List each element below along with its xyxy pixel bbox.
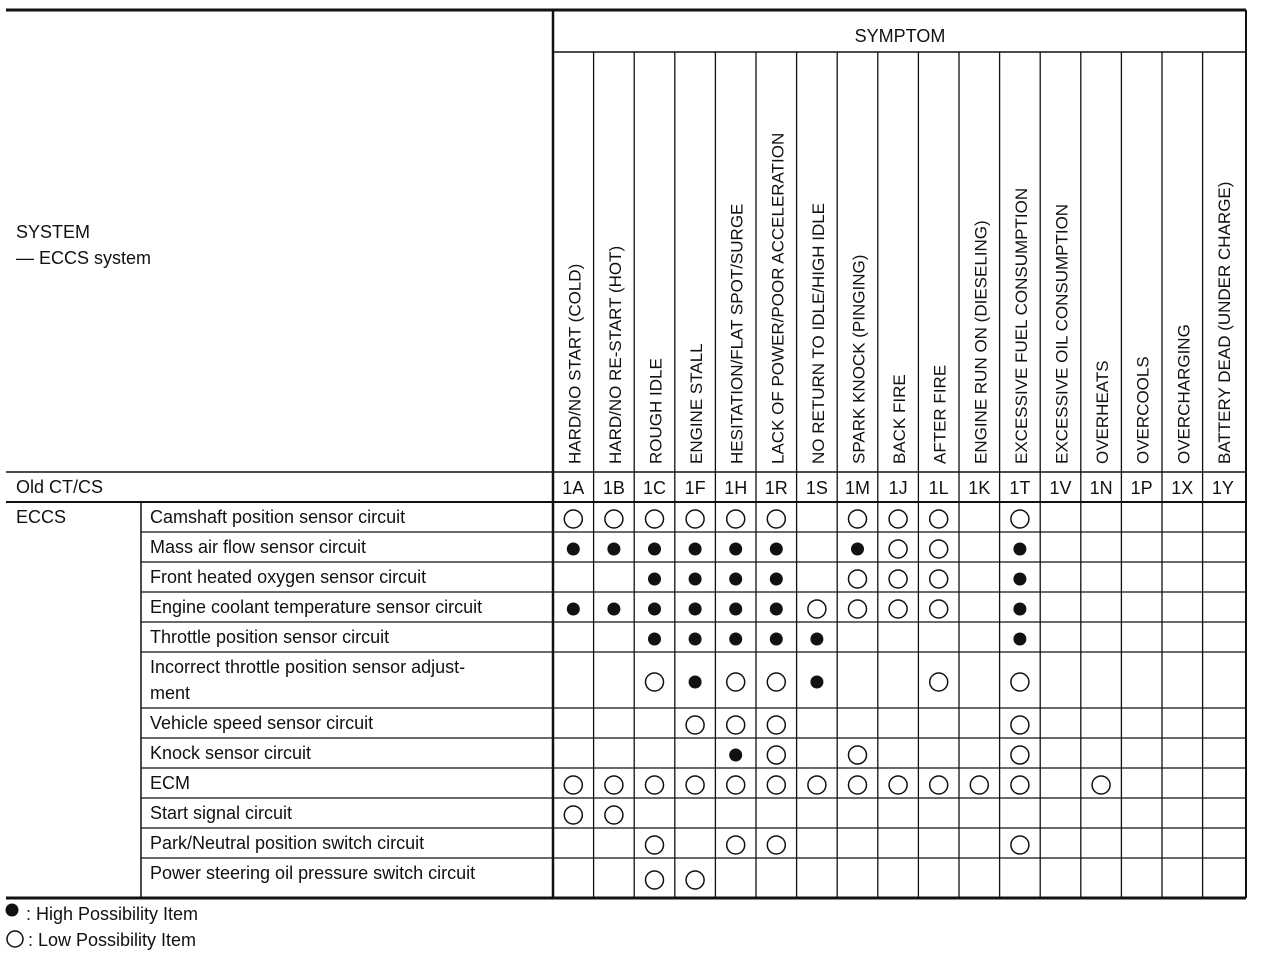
high-possibility-dot-icon: [729, 543, 742, 556]
low-possibility-circle-icon: [686, 776, 704, 794]
low-possibility-circle-icon: [686, 871, 704, 889]
row-label: ment: [150, 683, 191, 703]
low-possibility-circle-icon: [646, 836, 664, 854]
low-possibility-circle-icon: [889, 510, 907, 528]
high-possibility-dot-icon: [1013, 543, 1026, 556]
low-possibility-circle-icon: [686, 716, 704, 734]
low-possibility-circle-icon: [564, 776, 582, 794]
low-possibility-circle-icon: [605, 806, 623, 824]
low-possibility-circle-icon: [564, 806, 582, 824]
low-possibility-circle-icon: [889, 776, 907, 794]
low-possibility-circle-icon: [849, 570, 867, 588]
code-cell-1v: 1V: [1049, 478, 1072, 498]
low-possibility-circle-icon: [7, 931, 23, 947]
symptom-header-1t: EXCESSIVE FUEL CONSUMPTION: [1011, 187, 1031, 464]
group-label-eccs: ECCS: [16, 507, 67, 527]
low-possibility-circle-icon: [646, 673, 664, 691]
symptom-header-1b: HARD/NO RE-START (HOT): [605, 245, 625, 464]
code-cell-1h: 1H: [724, 478, 748, 498]
low-possibility-circle-icon: [605, 510, 623, 528]
symptom-header-1f: ENGINE STALL: [687, 343, 707, 464]
high-possibility-dot-icon: [689, 603, 702, 616]
high-possibility-dot-icon: [567, 543, 580, 556]
low-possibility-circle-icon: [605, 776, 623, 794]
low-possibility-circle-icon: [930, 540, 948, 558]
low-possibility-circle-icon: [808, 600, 826, 618]
row-label: Power steering oil pressure switch circuit: [150, 863, 476, 883]
row-label: Start signal circuit: [150, 803, 293, 823]
row-label: Front heated oxygen sensor circuit: [150, 567, 427, 587]
code-cell-1t: 1T: [1009, 478, 1031, 498]
low-possibility-circle-icon: [646, 871, 664, 889]
code-cell-1j: 1J: [888, 478, 908, 498]
low-possibility-circle-icon: [1011, 716, 1029, 734]
row-label: Incorrect throttle position sensor adjust-: [150, 657, 466, 677]
system-sub-label: — ECCS system: [16, 248, 152, 268]
legend: [6, 904, 199, 951]
symptom-header-1l: AFTER FIRE: [930, 364, 950, 464]
low-possibility-circle-icon: [808, 776, 826, 794]
low-possibility-circle-icon: [767, 716, 785, 734]
code-cell-1f: 1F: [684, 478, 706, 498]
symptom-header-1s: NO RETURN TO IDLE/HIGH IDLE: [808, 202, 828, 464]
high-possibility-dot-icon: [648, 603, 661, 616]
symptom-label: SYMPTOM: [854, 26, 946, 46]
high-possibility-dot-icon: [1013, 573, 1026, 586]
low-possibility-circle-icon: [930, 570, 948, 588]
code-cell-1a: 1A: [562, 478, 585, 498]
low-possibility-circle-icon: [727, 776, 745, 794]
row-label: Engine coolant temperature sensor circuit: [150, 597, 483, 617]
high-possibility-dot-icon: [689, 573, 702, 586]
low-possibility-circle-icon: [564, 510, 582, 528]
low-possibility-circle-icon: [889, 540, 907, 558]
old-ct-cs-label: Old CT/CS: [16, 477, 104, 497]
high-possibility-dot-icon: [729, 749, 742, 762]
low-possibility-circle-icon: [930, 673, 948, 691]
code-cell-1c: 1C: [642, 478, 667, 498]
high-possibility-dot-icon: [770, 543, 783, 556]
symptom-header-1p: OVERCOOLS: [1133, 356, 1153, 464]
high-possibility-dot-icon: [607, 603, 620, 616]
symptom-headers: [565, 133, 1234, 464]
symptom-header-1j: BACK FIRE: [890, 374, 910, 464]
symptom-header-1x: OVERCHARGING: [1174, 324, 1194, 464]
low-possibility-circle-icon: [849, 510, 867, 528]
low-possibility-circle-icon: [727, 716, 745, 734]
symptom-header-1k: ENGINE RUN ON (DIESELING): [971, 220, 991, 464]
high-possibility-dot-icon: [770, 573, 783, 586]
low-possibility-circle-icon: [930, 776, 948, 794]
code-cell-1p: 1P: [1130, 478, 1153, 498]
low-possibility-circle-icon: [1092, 776, 1110, 794]
high-possibility-dot-icon: [689, 543, 702, 556]
low-possibility-circle-icon: [1011, 776, 1029, 794]
high-possibility-dot-icon: [729, 573, 742, 586]
symptom-header-1v: EXCESSIVE OIL CONSUMPTION: [1052, 203, 1072, 464]
low-possibility-circle-icon: [930, 600, 948, 618]
code-cell-1r: 1R: [764, 478, 788, 498]
high-possibility-dot-icon: [567, 603, 580, 616]
low-possibility-circle-icon: [767, 746, 785, 764]
code-cell-1y: 1Y: [1211, 478, 1234, 498]
code-cell-1n: 1N: [1089, 478, 1113, 498]
low-possibility-circle-icon: [727, 673, 745, 691]
low-possibility-circle-icon: [646, 510, 664, 528]
row-label: Park/Neutral position switch circuit: [150, 833, 425, 853]
low-possibility-circle-icon: [1011, 746, 1029, 764]
low-possibility-circle-icon: [889, 570, 907, 588]
high-possibility-dot-icon: [729, 633, 742, 646]
symptom-header-1y: BATTERY DEAD (UNDER CHARGE): [1214, 181, 1234, 464]
row-labels: [150, 507, 482, 883]
low-possibility-circle-icon: [767, 776, 785, 794]
high-possibility-dot-icon: [607, 543, 620, 556]
code-cell-1s: 1S: [805, 478, 828, 498]
low-possibility-circle-icon: [767, 836, 785, 854]
high-possibility-dot-icon: [6, 904, 19, 917]
symptom-header-1r: LACK OF POWER/POOR ACCELERATION: [768, 132, 788, 464]
high-possibility-dot-icon: [648, 543, 661, 556]
high-possibility-dot-icon: [729, 603, 742, 616]
code-cell-1x: 1X: [1171, 478, 1194, 498]
legend-high-text: : High Possibility Item: [26, 904, 199, 924]
low-possibility-circle-icon: [1011, 673, 1029, 691]
high-possibility-dot-icon: [648, 633, 661, 646]
symptom-header-1h: HESITATION/FLAT SPOT/SURGE: [727, 203, 747, 464]
code-cell-1b: 1B: [602, 478, 625, 498]
high-possibility-dot-icon: [1013, 633, 1026, 646]
low-possibility-circle-icon: [727, 836, 745, 854]
row-label: Vehicle speed sensor circuit: [150, 713, 374, 733]
symptom-header-1a: HARD/NO START (COLD): [565, 263, 585, 464]
low-possibility-circle-icon: [727, 510, 745, 528]
row-label: ECM: [150, 773, 190, 793]
low-possibility-circle-icon: [686, 510, 704, 528]
high-possibility-dot-icon: [648, 573, 661, 586]
low-possibility-circle-icon: [849, 746, 867, 764]
system-label: SYSTEM: [16, 222, 91, 242]
high-possibility-dot-icon: [810, 676, 823, 689]
row-label: Mass air flow sensor circuit: [150, 537, 367, 557]
low-possibility-circle-icon: [1011, 836, 1029, 854]
row-label: Camshaft position sensor circuit: [150, 507, 406, 527]
low-possibility-circle-icon: [1011, 510, 1029, 528]
low-possibility-circle-icon: [849, 600, 867, 618]
code-cell-1l: 1L: [928, 478, 949, 498]
symptom-header-1m: SPARK KNOCK (PINGING): [849, 254, 869, 464]
high-possibility-dot-icon: [770, 633, 783, 646]
code-cell-1k: 1K: [968, 478, 991, 498]
row-label: Knock sensor circuit: [150, 743, 312, 763]
legend-low-text: : Low Possibility Item: [28, 930, 197, 950]
low-possibility-circle-icon: [849, 776, 867, 794]
symptom-header-1n: OVERHEATS: [1093, 360, 1113, 464]
symptom-header-1c: ROUGH IDLE: [646, 358, 666, 464]
low-possibility-circle-icon: [767, 673, 785, 691]
low-possibility-circle-icon: [930, 510, 948, 528]
low-possibility-circle-icon: [889, 600, 907, 618]
low-possibility-circle-icon: [767, 510, 785, 528]
high-possibility-dot-icon: [770, 603, 783, 616]
code-row: [562, 478, 1234, 498]
high-possibility-dot-icon: [1013, 603, 1026, 616]
high-possibility-dot-icon: [689, 633, 702, 646]
code-cell-1m: 1M: [844, 478, 871, 498]
high-possibility-dot-icon: [810, 633, 823, 646]
high-possibility-dot-icon: [851, 543, 864, 556]
low-possibility-circle-icon: [646, 776, 664, 794]
row-label: Throttle position sensor circuit: [150, 627, 390, 647]
high-possibility-dot-icon: [689, 676, 702, 689]
low-possibility-circle-icon: [970, 776, 988, 794]
